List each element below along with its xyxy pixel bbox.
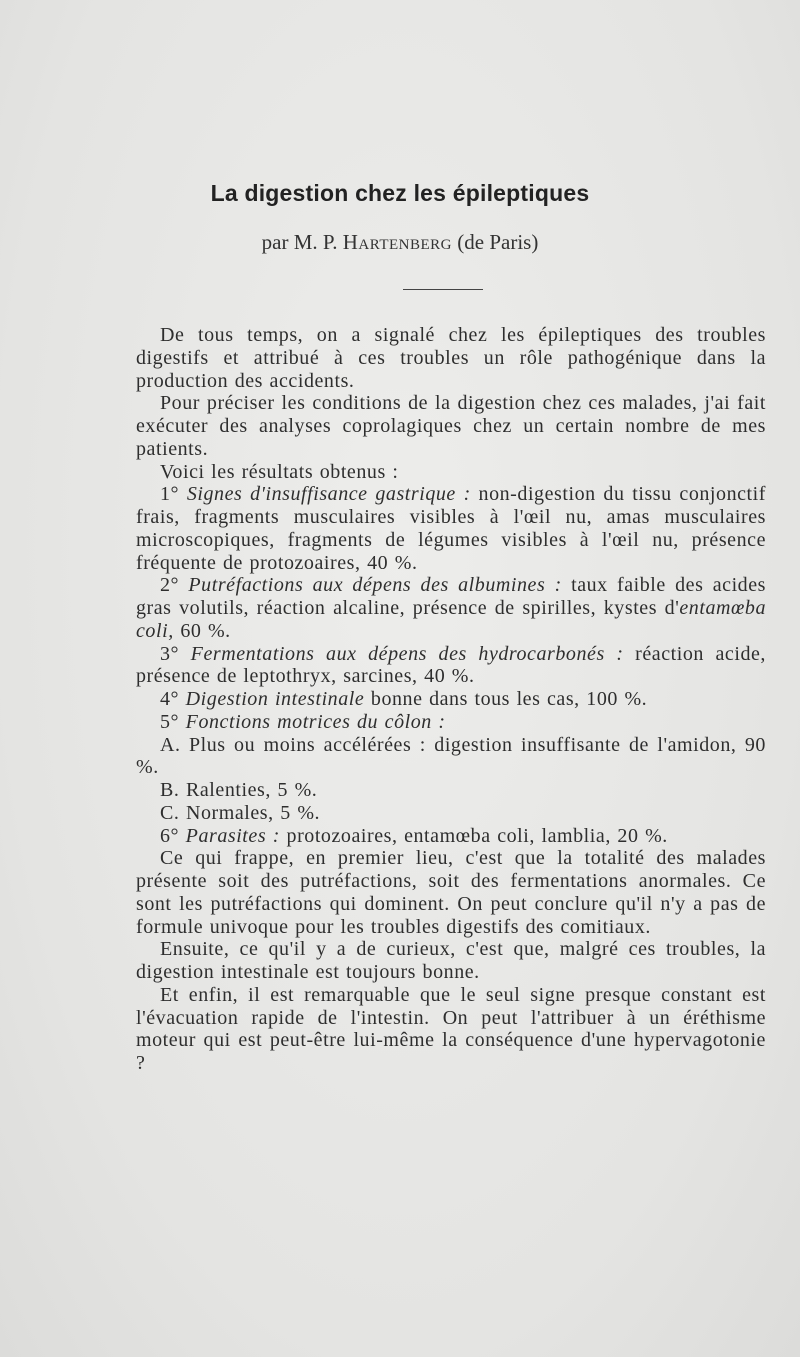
result-heading: Digestion intestinale <box>185 688 365 710</box>
byline-prefix: par M. P. <box>261 230 338 254</box>
result-heading: Fonctions motrices du côlon : <box>185 710 446 733</box>
result-heading: Signes d'insuffisance gastrique : <box>186 483 471 506</box>
result-text: bonne dans tous les cas, 100 %. <box>370 688 648 710</box>
paragraph: De tous temps, on a signalé chez les épileptiques des troubles digestifs et attribué à ces troubles un rôle pathogénique dans la production des accidents. <box>136 324 766 392</box>
result-heading: Parasites : <box>185 824 280 847</box>
result-text-end: 60 %. <box>180 619 231 642</box>
result-heading: Fermentations aux dépens des hydrocarbonés : <box>190 642 624 665</box>
result-item-4 <box>136 688 766 711</box>
result-text: protozoaires, entamœba coli, lamblia, 20 %. <box>286 824 668 847</box>
result-item-1 <box>136 483 766 574</box>
result-number: 2° <box>160 574 180 597</box>
article-body <box>136 324 766 1075</box>
title-separator-rule <box>403 289 483 290</box>
article-title: La digestion chez les épileptiques <box>210 180 590 206</box>
conclusion-paragraph: Ce qui frappe, en premier lieu, c'est que la totalité des malades présente soit des putréfactions, soit des fermentations anormales. Ce sont les putréfactions qui dominent. On peut conclure qu'il n'y a pas de formule univoque pour les troubles digestifs des comitiaux. <box>136 847 766 938</box>
article-byline <box>0 230 800 255</box>
result-italic-term: entamœba coli, <box>136 597 766 642</box>
result-text: réaction acide, présence de leptothryx, sarcines, 40 %. <box>136 642 766 688</box>
byline-suffix: (de Paris) <box>457 230 539 254</box>
result-text: taux faible des acides gras volutils, réaction alcaline, présence de spirilles, kystes d' <box>136 574 766 619</box>
result-item-6 <box>136 825 766 848</box>
byline-author: Hartenberg <box>342 230 453 254</box>
subitem-a: A. Plus ou moins accélérées : digestion insuffisante de l'amidon, 90 %. <box>136 733 766 779</box>
result-heading: Putréfactions aux dépens des albumines : <box>188 574 562 597</box>
conclusion-paragraph: Et enfin, il est remarquable que le seul signe presque constant est l'évacuation rapide de l'intestin. On peut l'attribuer à un éréthisme moteur qui est peut-être lui-même la conséquence d'une hypervagotonie ? <box>136 983 766 1074</box>
result-text: non-digestion du tissu conjonctif frais, fragments musculaires visibles à l'œil nu, amas musculaires microscopiques, fragments de légumes visibles à l'œil nu, présence fréquente de protozoaires, 40 %. <box>136 483 766 574</box>
paragraph: Pour préciser les conditions de la digestion chez ces malades, j'ai fait exécuter des analyses coprolagiques chez un certain nombre de mes patients. <box>136 392 766 460</box>
subitem-b: B. Ralenties, 5 %. <box>160 779 318 801</box>
result-number: 5° <box>160 710 180 733</box>
paragraph: Voici les résultats obtenus : <box>160 460 399 483</box>
result-number: 3° <box>160 642 180 665</box>
result-number: 6° <box>160 824 180 847</box>
subitem-c: C. Normales, 5 %. <box>160 801 321 824</box>
result-item-3 <box>136 643 766 689</box>
result-number: 1° <box>160 483 180 506</box>
result-number: 4° <box>160 688 180 710</box>
result-item-5 <box>136 711 766 734</box>
result-item-2 <box>136 574 766 642</box>
conclusion-paragraph: Ensuite, ce qu'il y a de curieux, c'est que, malgré ces troubles, la digestion intestinale est toujours bonne. <box>136 938 766 983</box>
